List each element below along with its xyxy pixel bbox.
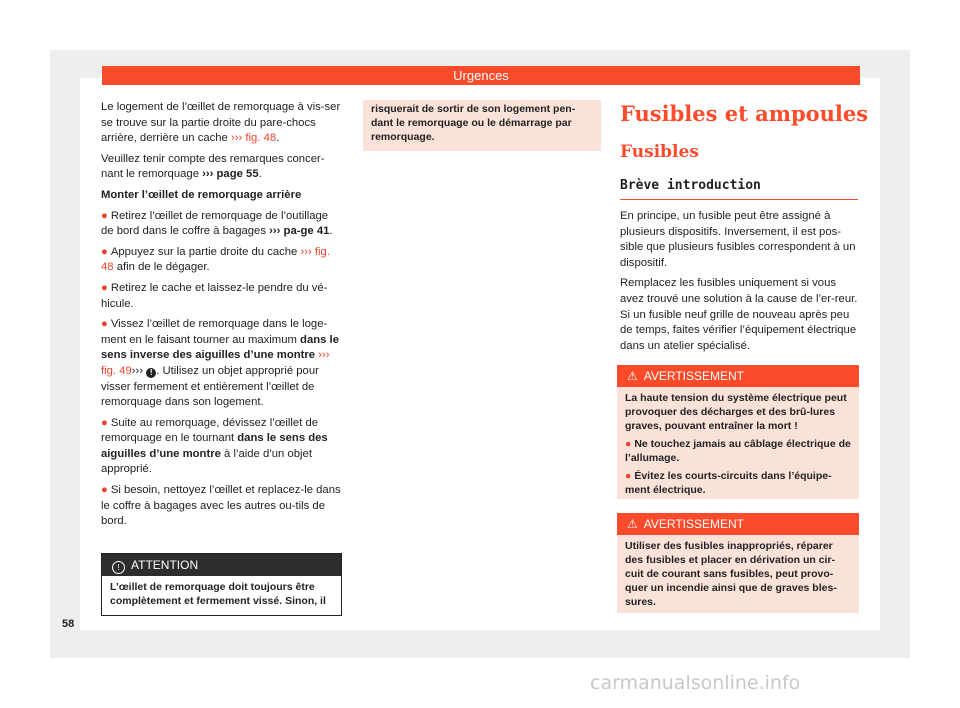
warning-ref-link[interactable]: ›››: [131, 364, 144, 377]
attention-box: [101, 553, 342, 616]
exclamation-circle-icon: !: [146, 368, 156, 378]
attention-continuation: risquerait de sortir de son logement pen-dant le remorquage ou le démarrage par remorquage.: [363, 100, 601, 151]
bullet-icon: ●: [101, 416, 108, 429]
bullet-item-4: ● Vissez l’œillet de remorquage dans le loge-ment en le faisant tourner au maximum dans le sens inverse des aiguilles d’une montre ››› fig. 49››› ! . Utilisez un objet approprié pour visser fermement et entièrement l’œillet de remorquage dans son logement.: [101, 318, 339, 409]
page-41-link[interactable]: ››› pa-ge 41: [269, 225, 330, 238]
bullet-icon: ●: [101, 484, 108, 497]
watermark: carmanualsonline.info: [590, 672, 801, 694]
page-number: 58: [62, 618, 75, 630]
paragraph-2: Veuillez tenir compte des remarques concer-nant le remorquage ››› page 55.: [101, 152, 325, 181]
section-header: Urgences: [102, 66, 860, 85]
subsection-title: Brève introduction: [620, 178, 761, 193]
attention-header: ! ATTENTION: [102, 554, 341, 576]
bullet-item-5: ● Suite au remorquage, dévissez l’œillet de remorquage en le tournant dans le sens des aiguilles d’une montre à l’aide d’un objet approprié.: [101, 416, 328, 476]
warning-triangle-icon: ⚠: [627, 369, 638, 383]
info-circle-icon: !: [112, 561, 125, 574]
warning-triangle-icon: ⚠: [627, 517, 638, 531]
warning-bullet-1: ● Ne touchez jamais au câblage électrique de l’allumage.: [625, 438, 851, 464]
warning-header: ⚠ AVERTISSEMENT: [617, 513, 859, 535]
bullet-icon: ●: [101, 281, 108, 294]
paragraph-1: Le logement de l’œillet de remorquage à vis-ser se trouve sur la partie droite du pare-chocs arrière, derrière un cache ››› fig. 48.: [101, 101, 341, 145]
bullet-item-2: ● Appuyez sur la partie droite du cache ››› fig. 48 afin de le dégager.: [101, 245, 330, 274]
bullet-icon: ●: [101, 209, 108, 222]
bullet-icon: ●: [625, 470, 632, 482]
warning-header: ⚠ AVERTISSEMENT: [617, 365, 859, 387]
bullet-item-3: ● Retirez le cache et laissez-le pendre du vé-hicule.: [101, 281, 328, 310]
right-column: [620, 209, 860, 359]
right-paragraph-1: En principe, un fusible peut être assigné à plusieurs dispositifs. Inversement, il est pos-sible que plusieurs fusibles correspondent à un dispositif.: [620, 210, 856, 269]
warning-text: Utiliser des fusibles inappropriés, réparer des fusibles et placer en dérivation un cir-cuit de courant sans fusibles, peut provo-quer un incendie ainsi que de graves bles-sures.: [625, 540, 837, 608]
bullet-icon: ●: [101, 318, 108, 331]
bullet-item-6: ● Si besoin, nettoyez l’œillet et replacez-le dans le coffre à bagages avec les autres ou-tils de bord.: [101, 484, 341, 528]
warning-body: [617, 387, 859, 505]
left-column: [101, 100, 341, 535]
warning-box-2: [617, 513, 859, 613]
bullet-item-1: ● Retirez l’œillet de remorquage de l’outillage de bord dans le coffre à bagages ››› pa-ge 41.: [101, 209, 333, 238]
right-paragraph-2: Remplacez les fusibles uniquement si vous avez trouvé une solution à la cause de l’er-reur. Si un fusible neuf grille de nouveau après peu de temps, faites vérifier l’équipement électrique dans un atelier spécialisé.: [620, 277, 858, 352]
warning-bullet-2: ● Évitez les courts-circuits dans l’équipe-ment électrique.: [625, 470, 832, 496]
chapter-title: Fusibles et ampoules: [620, 101, 869, 126]
section-title: Fusibles: [620, 142, 699, 162]
fig-48-link[interactable]: ››› fig. 48: [101, 245, 330, 274]
warning-body: [617, 535, 859, 617]
subsection-underline: [620, 199, 858, 200]
warning-text: La haute tension du système électrique peut provoquer des décharges et des brû-lures graves, pouvant entraîner la mort !: [625, 392, 847, 432]
bullet-icon: ●: [101, 245, 108, 258]
subheading: Monter l’œillet de remorquage arrière: [101, 188, 302, 201]
bullet-icon: ●: [625, 438, 632, 450]
fig-48-link[interactable]: ››› fig. 48: [230, 132, 277, 145]
fig-49-link[interactable]: ››› fig. 49: [101, 349, 330, 377]
warning-box-1: [617, 365, 859, 499]
page-55-link[interactable]: ››› page 55: [202, 168, 259, 181]
attention-body: L’œillet de remorquage doit toujours être complètement et fermement vissé. Sinon, il: [110, 581, 326, 607]
